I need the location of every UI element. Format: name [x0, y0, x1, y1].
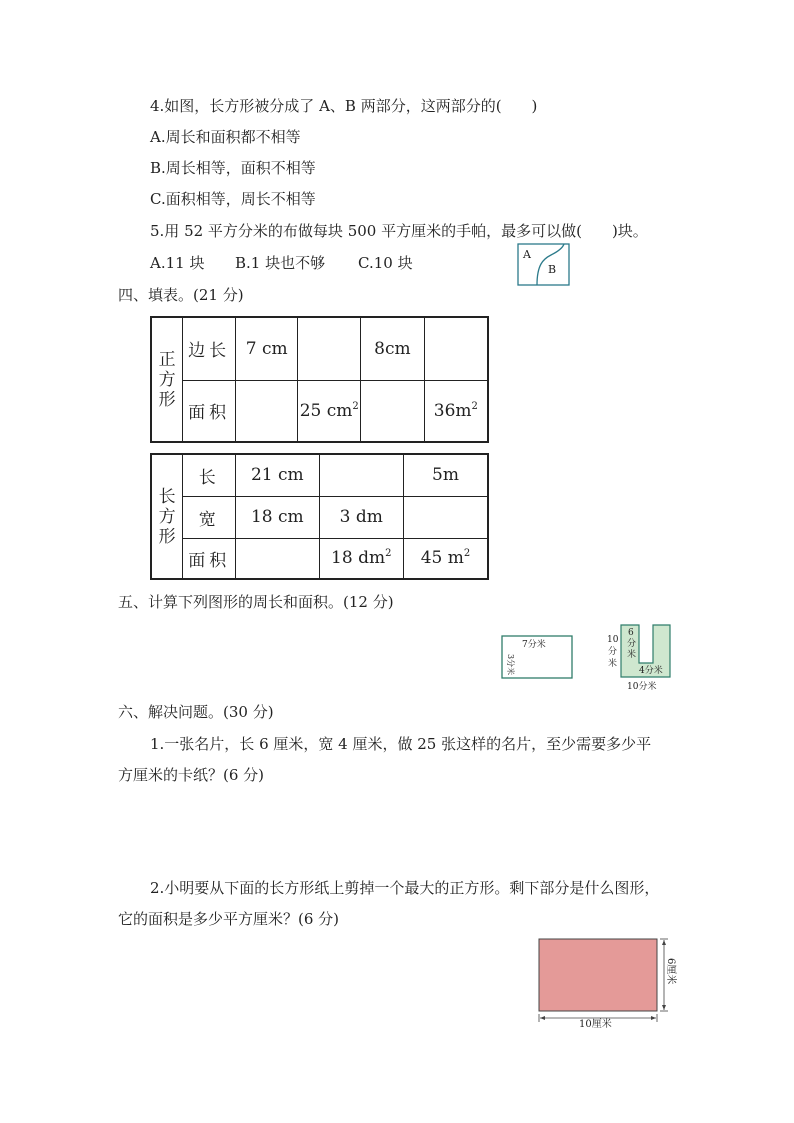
u-inner-label-3: 米 — [627, 650, 637, 660]
paper-rectangle — [539, 939, 657, 1011]
square-table — [150, 316, 489, 443]
table-cell: 18 cm — [236, 496, 319, 538]
table-cell: $36m^2$ — [424, 380, 488, 442]
problem-1-line-2: 方厘米的卡纸？(6 分) — [118, 766, 265, 784]
section-5-title: 五、计算下列图形的周长和面积。(12 分) — [118, 593, 394, 611]
table-cell: 25 $cm^2$ — [298, 380, 361, 442]
rectangle-top-label: 7分米 — [522, 640, 546, 650]
q4-option-b: B.周长相等，面积不相等 — [150, 159, 316, 177]
table-cell: 18 $dm^2$ — [319, 538, 404, 579]
paper-width-label: 10厘米 — [579, 1019, 612, 1030]
problem-1-line-1: 1.一张名片，长 6 厘米，宽 4 厘米，做 25 张这样的名片，至少需要多少平 — [150, 735, 652, 753]
rect-area-label: 面积 — [183, 538, 236, 579]
figure-label-a: A — [523, 248, 531, 261]
rect-width-label: 宽 — [183, 496, 236, 538]
problem-2-line-2: 它的面积是多少平方厘米？(6 分) — [118, 910, 340, 928]
table-cell — [361, 380, 425, 442]
u-notch-label: 4分米 — [639, 666, 663, 676]
q4-option-a: A.周长和面积都不相等 — [150, 128, 301, 146]
table-cell — [404, 496, 488, 538]
u-inner-label-1: 6 — [628, 628, 634, 638]
q5-option-b: B.1 块也不够 — [235, 254, 326, 272]
table-cell: 5m — [404, 454, 488, 496]
u-shape-figure — [603, 622, 695, 694]
rectangle-table — [150, 453, 489, 580]
square-group-label: 正 方 形 — [151, 317, 183, 442]
q5-option-a: A.11 块 — [150, 254, 205, 272]
square-side-label: 边长 — [183, 317, 236, 380]
u-left-label-3: 米 — [608, 659, 618, 669]
paper-height-label: 6厘米 — [665, 958, 676, 985]
q5-option-c: C.10 块 — [358, 254, 413, 272]
u-left-label-1: 10 — [607, 635, 619, 645]
rect-group-label: 长 方 形 — [151, 454, 183, 579]
q4-figure — [517, 243, 571, 287]
rectangle-side-label: 3分米 — [506, 654, 515, 676]
q5-stem: 5.用 52 平方分米的布做每块 500 平方厘米的手帕，最多可以做( )块。 — [150, 222, 648, 240]
table-cell: 3 dm — [319, 496, 404, 538]
table-cell — [235, 380, 298, 442]
table-cell: 8cm — [361, 317, 425, 380]
u-bottom-label: 10分米 — [627, 682, 657, 692]
problem-2-line-1: 2.小明要从下面的长方形纸上剪掉一个最大的正方形。剩下部分是什么图形， — [150, 879, 660, 897]
table-cell — [424, 317, 488, 380]
table-cell — [319, 454, 404, 496]
u-left-label-2: 分 — [608, 647, 618, 657]
rectangle-figure — [500, 634, 574, 680]
rect-length-label: 长 — [183, 454, 236, 496]
section-4-title: 四、填表。(21 分) — [118, 286, 244, 304]
table-cell — [298, 317, 361, 380]
u-inner-label-2: 分 — [627, 639, 637, 649]
q4-stem: 4.如图，长方形被分成了 A、B 两部分，这两部分的( ) — [150, 97, 538, 115]
table-cell — [236, 538, 319, 579]
table-cell: 7 cm — [235, 317, 298, 380]
table-cell: 45 $m^2$ — [404, 538, 488, 579]
q4-option-c: C.面积相等，周长不相等 — [150, 190, 316, 208]
table-cell: 21 cm — [236, 454, 319, 496]
figure-label-b: B — [548, 263, 557, 276]
paper-rectangle-figure — [535, 936, 681, 1030]
section-6-title: 六、解决问题。(30 分) — [118, 703, 274, 721]
square-area-label: 面积 — [183, 380, 236, 442]
